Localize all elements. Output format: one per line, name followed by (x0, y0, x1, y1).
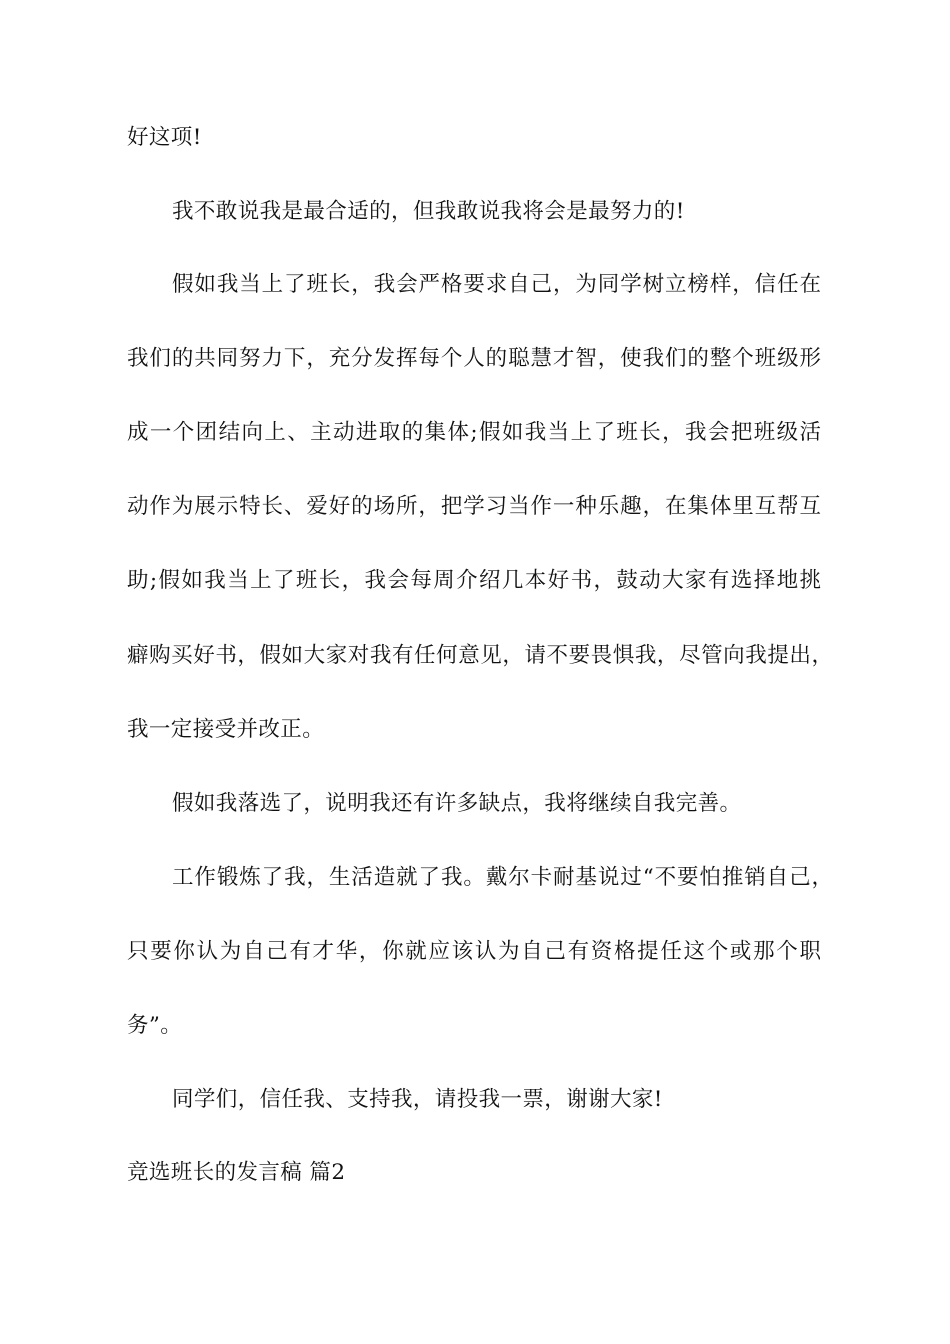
text-line: 假如我落选了，说明我还有许多缺点，我将继续自我完善。 (172, 791, 742, 816)
text-line: 务”。 (127, 1013, 183, 1038)
text-line: 癖购买好书，假如大家对我有任何意见，请不要畏惧我，尽管向我提出， (127, 643, 833, 668)
text-line: 我们的共同努力下，充分发挥每个人的聪慧才智，使我们的整个班级形 (127, 346, 821, 371)
text-line: 同学们，信任我、支持我，请投我一票，谢谢大家! (172, 1087, 663, 1112)
text-line: 只要你认为自己有才华，你就应该认为自己有资格提任这个或那个职 (127, 939, 821, 964)
text-line: 动作为展示特长、爱好的场所，把学习当作一种乐趣，在集体里互帮互 (127, 494, 821, 519)
section-heading: 竞选班长的发言稿 篇2 (127, 1160, 346, 1185)
text-line: 假如我当上了班长，我会严格要求自己，为同学树立榜样，信任在 (172, 272, 821, 297)
text-line: 成一个团结向上、主动进取的集体;假如我当上了班长，我会把班级活 (127, 420, 821, 445)
text-line: 我一定接受并改正。 (127, 717, 325, 742)
text-line: 我不敢说我是最合适的，但我敢说我将会是最努力的! (172, 199, 685, 224)
text-line: 好这项! (127, 125, 202, 150)
text-line: 工作锻炼了我，生活造就了我。戴尔卡耐基说过“不要怕推销自己， (172, 865, 833, 890)
text-line: 助;假如我当上了班长，我会每周介绍几本好书，鼓动大家有选择地挑 (127, 568, 821, 593)
